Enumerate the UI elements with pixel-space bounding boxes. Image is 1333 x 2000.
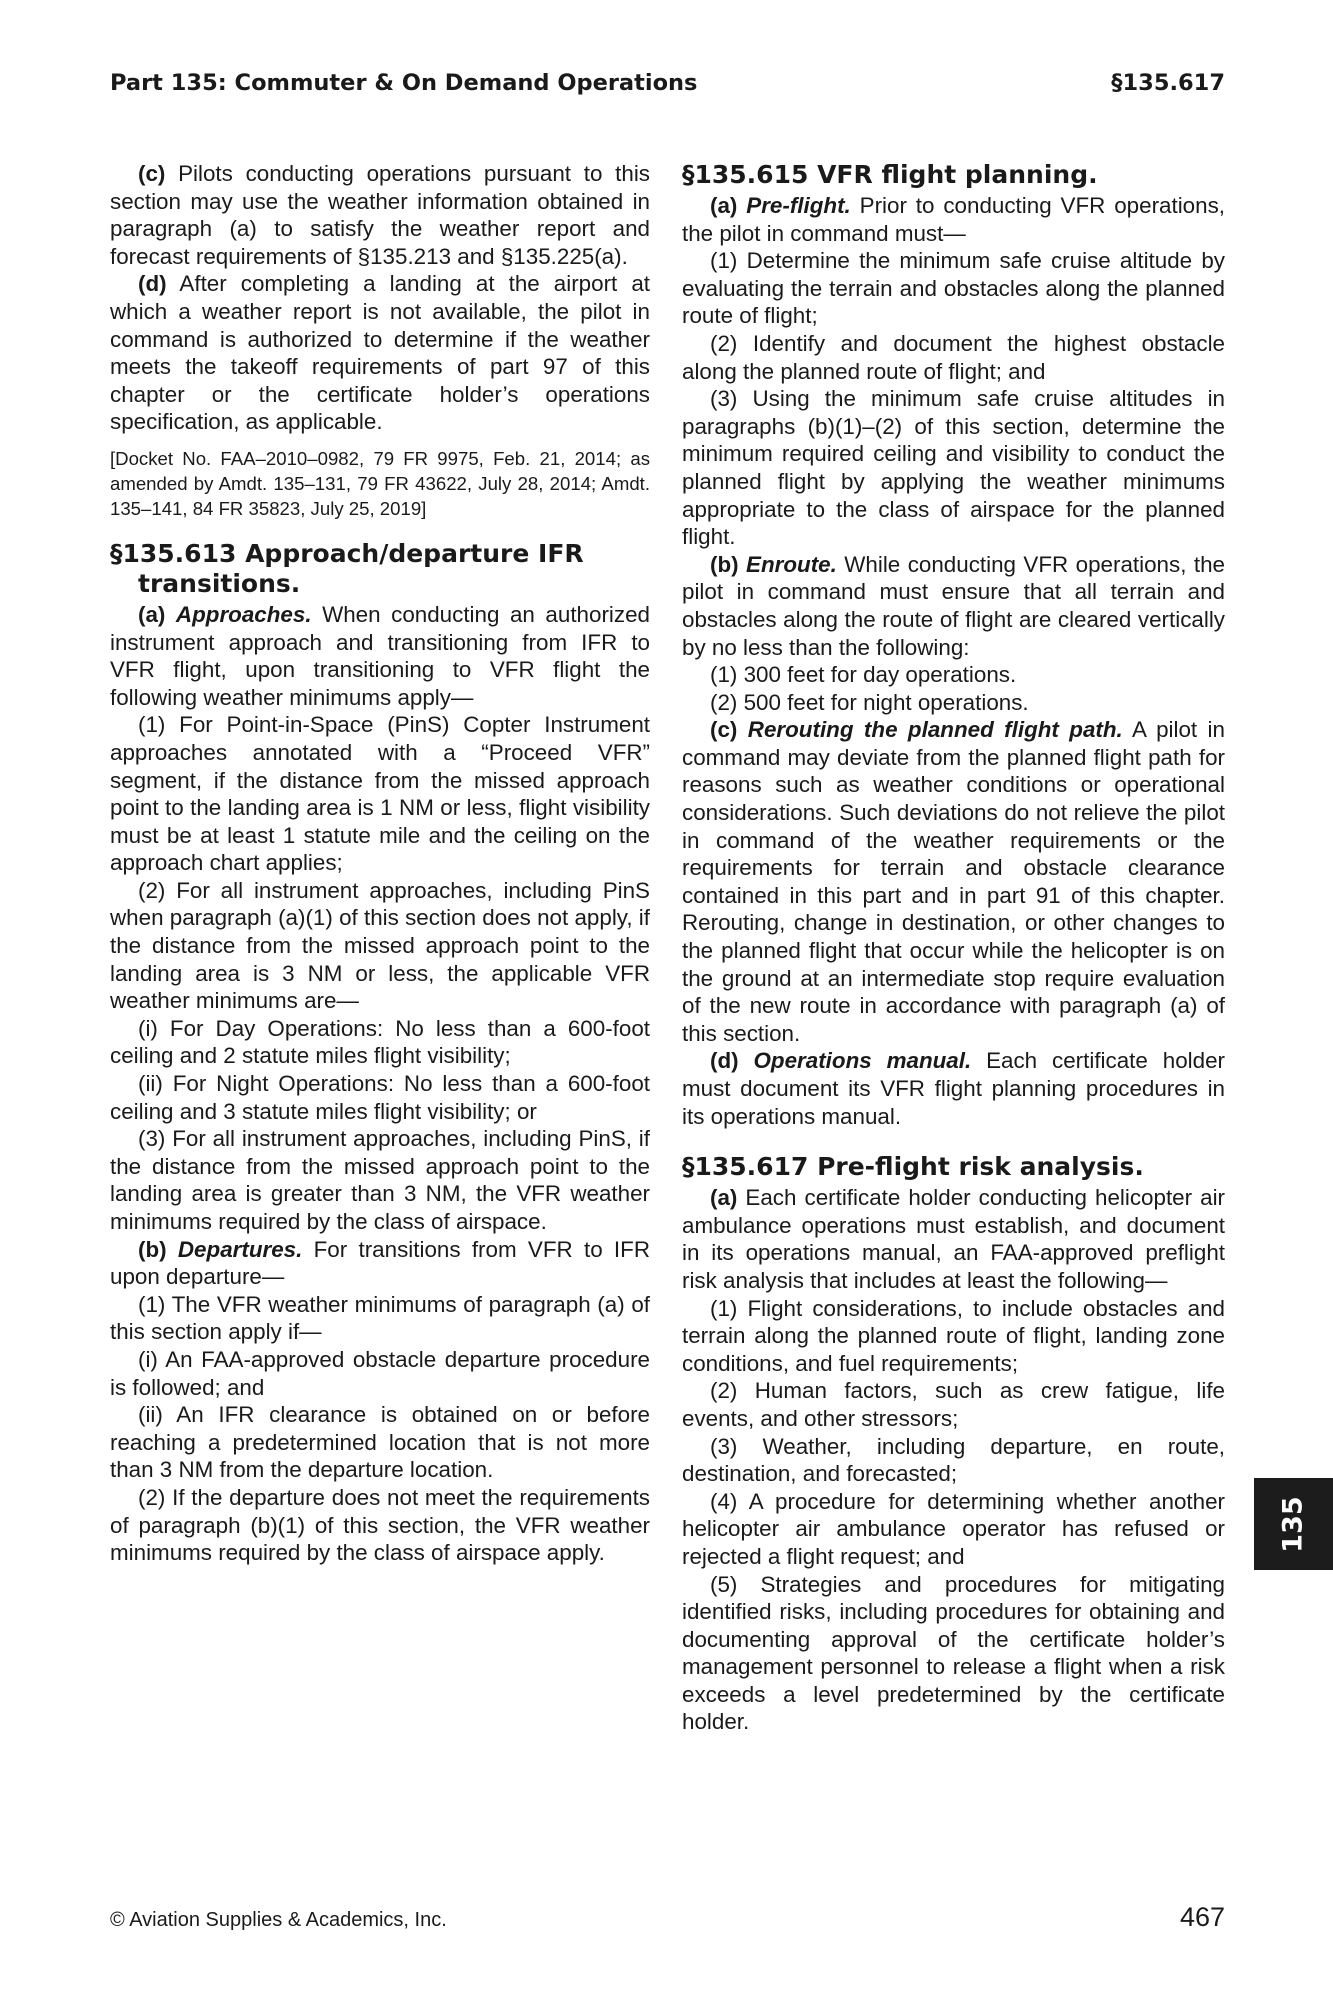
- paragraph-c: (c) Pilots conducting operations pursuant to this section may use the weather information obtained in paragraph (a) to satisfy the weather report and forecast requirements of §135.213 and §135.225(a).: [110, 161, 650, 269]
- paragraph-a2: (2) For all instrument approaches, including PinS when paragraph (a)(1) of this section does not apply, if the distance from the missed approach point to the landing area is 3 NM or less, the applicable VFR weather minimums are—: [110, 877, 650, 1014]
- paragraph-b1i: (i) An FAA-approved obstacle departure procedure is followed; and: [110, 1346, 650, 1400]
- paragraph-617-a5: (5) Strategies and procedures for mitigating identified risks, including procedures for obtaining and documenting approval of the certificate holder’s management personnel to release a flight when a risk exceeds a level predetermined by the certificate holder.: [682, 1571, 1225, 1735]
- thumb-tab-label: 135: [1278, 1495, 1309, 1553]
- paragraph-label: (d): [710, 1048, 739, 1074]
- paragraph-a2ii: (ii) For Night Operations: No less than a 600-foot ceiling and 3 statute miles flight visibility; or: [110, 1071, 650, 1124]
- paragraph-label: (a): [138, 601, 166, 627]
- header-section-number: §135.617: [1111, 70, 1225, 96]
- paragraph-617-a2: (2) Human factors, such as crew fatigue, life events, and other stressors;: [682, 1378, 1225, 1431]
- right-column: [682, 160, 1225, 1736]
- section-heading-135-617: §135.617 Pre-flight risk analysis.: [682, 1152, 1144, 1182]
- paragraph-label: (c): [710, 717, 738, 743]
- paragraph-label: (d): [138, 271, 167, 297]
- paragraph-a-approaches: (a) Approaches. When conducting an authorized instrument approach and transitioning from IFR to VFR flight, upon transitioning to VFR flight the following weather minimums apply—: [110, 601, 650, 710]
- paragraph-d-operations-manual: (d) Operations manual. Each certificate holder must document its VFR flight planning procedures in its operations manual.: [682, 1048, 1225, 1129]
- paragraph-label: (b): [138, 1236, 167, 1262]
- paragraph-b-departures: (b) Departures. For transitions from VFR to IFR upon departure—: [110, 1236, 650, 1290]
- page-footer: [110, 1902, 1225, 1933]
- footer-copyright: © Aviation Supplies & Academics, Inc.: [110, 1909, 447, 1931]
- paragraph-a2i: (i) For Day Operations: No less than a 600-foot ceiling and 2 statute miles flight visibility;: [110, 1015, 650, 1069]
- paragraph-label: (c): [138, 161, 166, 186]
- paragraph-title: Enroute.: [746, 551, 837, 577]
- paragraph-b-enroute: (b) Enroute. While conducting VFR operations, the pilot in command must ensure that all terrain and obstacles along the route of flight are cleared vertically by no less than the following:: [682, 551, 1225, 660]
- paragraph-title: Approaches.: [175, 601, 312, 627]
- paragraph-617-a3: (3) Weather, including departure, en route, destination, and forecasted;: [682, 1433, 1225, 1487]
- paragraph-label: (b): [710, 551, 739, 577]
- paragraph-617-a1: (1) Flight considerations, to include obstacles and terrain along the planned route of flight, landing zone conditions, and fuel requirements;: [682, 1295, 1225, 1376]
- paragraph-c-rerouting: (c) Rerouting the planned flight path. A pilot in command may deviate from the planned flight path for reasons such as weather conditions or operational considerations. Such deviations do not relieve the pilot in command of the weather requirements or the requirements for terrain and obstacle clearance contained in this part and in part 91 of this chapter. Rerouting, change in destination, or other changes to the planned flight that occur while the helicopter is on the ground at an intermediate stop require evaluation of the new route in accordance with paragraph (a) of this section.: [682, 717, 1225, 1046]
- section-heading-135-613: §135.613 Approach/departure IFR transitions.: [110, 538, 584, 598]
- paragraph-label: (a): [710, 193, 738, 218]
- paragraph-d: (d) After completing a landing at the airport at which a weather report is not available, the pilot in command is authorized to determine if the weather meets the takeoff requirements of part 97 of this chapter or the certificate holder’s operations specification, as applicable.: [110, 271, 650, 435]
- paragraph-label: (a): [710, 1185, 738, 1211]
- paragraph-b2: (2) If the departure does not meet the requirements of paragraph (b)(1) of this section, the VFR weather minimums required by the class of airspace apply.: [110, 1484, 650, 1566]
- paragraph-title: Rerouting the planned flight path.: [747, 717, 1123, 743]
- paragraph-b1: (1) The VFR weather minimums of paragraph (a) of this section apply if—: [110, 1291, 650, 1345]
- paragraph-617-a: (a) Each certificate holder conducting helicopter air ambulance operations must establish, and document in its operations manual, an FAA-approved preflight risk analysis that includes at least the following—: [682, 1185, 1225, 1293]
- paragraph-title: Pre-flight.: [746, 193, 851, 218]
- paragraph-a2: (2) Identify and document the highest obstacle along the planned route of flight; and: [682, 330, 1225, 384]
- paragraph-a-preflight: (a) Pre-flight. Prior to conducting VFR operations, the pilot in command must—: [682, 193, 1225, 246]
- paragraph-b2: (2) 500 feet for night operations.: [710, 689, 1029, 715]
- paragraph-title: Operations manual.: [753, 1048, 972, 1074]
- docket-citation: [Docket No. FAA–2010–0982, 79 FR 9975, Feb. 21, 2014; as amended by Amdt. 135–131, 79 FR 43622, July 28, 2014; Amdt. 135–141, 84 FR 35823, July 25, 2019]: [110, 447, 650, 519]
- part-thumb-tab: [1254, 1478, 1333, 1570]
- running-header: [110, 70, 1225, 96]
- paragraph-title: Departures.: [177, 1236, 303, 1262]
- header-part-title: Part 135: Commuter & On Demand Operations: [110, 70, 698, 96]
- paragraph-617-a4: (4) A procedure for determining whether another helicopter air ambulance operator has refused or rejected a flight request; and: [682, 1488, 1225, 1569]
- section-heading-135-615: §135.615 VFR flight planning.: [682, 160, 1098, 189]
- page-number: 467: [1179, 1902, 1225, 1932]
- paragraph-a1: (1) Determine the minimum safe cruise altitude by evaluating the terrain and obstacles along the planned route of flight;: [682, 248, 1225, 329]
- paragraph-b1: (1) 300 feet for day operations.: [710, 662, 1017, 688]
- paragraph-a3: (3) Using the minimum safe cruise altitudes in paragraphs (b)(1)–(2) of this section, determine the minimum required ceiling and visibility to conduct the planned flight by applying the weather minimums appropriate to the class of airspace for the planned flight.: [682, 386, 1225, 550]
- paragraph-b1ii: (ii) An IFR clearance is obtained on or before reaching a predetermined location that is not more than 3 NM from the departure location.: [110, 1402, 650, 1483]
- paragraph-a1: (1) For Point-in-Space (PinS) Copter Instrument approaches annotated with a “Proceed VFR” segment, if the distance from the missed approach point to the landing area is 1 NM or less, flight visibility must be at least 1 statute mile and the ceiling on the approach chart applies;: [110, 712, 650, 876]
- paragraph-a3: (3) For all instrument approaches, including PinS, if the distance from the missed approach point to the landing area is greater than 3 NM, the VFR weather minimums required by the class of airspace.: [110, 1126, 650, 1234]
- left-column: [110, 160, 650, 1567]
